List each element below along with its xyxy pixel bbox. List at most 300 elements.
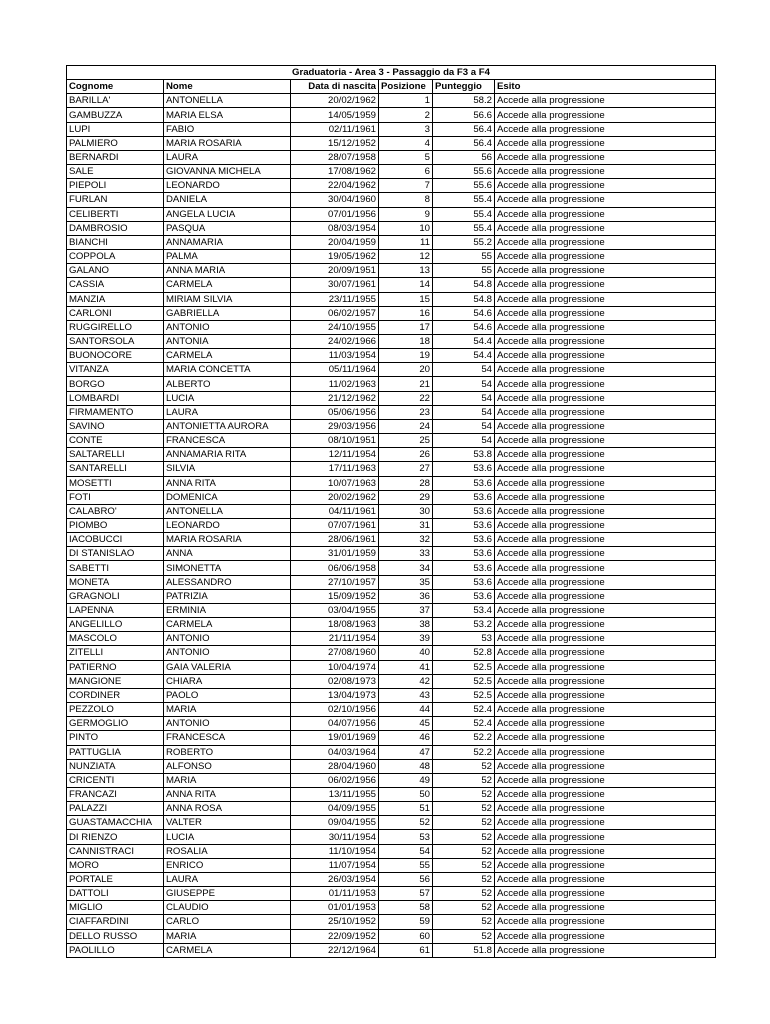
cell-posizione: 39 — [379, 632, 433, 646]
cell-esito: Accede alla progressione — [495, 94, 716, 108]
cell-posizione: 6 — [379, 165, 433, 179]
cell-cognome: VITANZA — [67, 363, 164, 377]
cell-nome: ENRICO — [164, 858, 291, 872]
table-row — [67, 179, 716, 193]
cell-data-di-nascita: 04/11/1961 — [291, 504, 379, 518]
cell-data-di-nascita: 21/12/1962 — [291, 391, 379, 405]
cell-posizione: 16 — [379, 306, 433, 320]
table-row — [67, 250, 716, 264]
cell-punteggio: 54 — [433, 434, 495, 448]
table-row — [67, 165, 716, 179]
cell-esito: Accede alla progressione — [495, 349, 716, 363]
cell-nome: ANNAMARIA — [164, 235, 291, 249]
table-row — [67, 434, 716, 448]
cell-cognome: SANTARELLI — [67, 462, 164, 476]
cell-nome: GIOVANNA MICHELA — [164, 165, 291, 179]
cell-posizione: 56 — [379, 872, 433, 886]
cell-posizione: 38 — [379, 618, 433, 632]
cell-nome: FABIO — [164, 122, 291, 136]
cell-punteggio: 52 — [433, 844, 495, 858]
cell-nome: DANIELA — [164, 193, 291, 207]
cell-data-di-nascita: 06/02/1956 — [291, 773, 379, 787]
cell-posizione: 4 — [379, 136, 433, 150]
cell-data-di-nascita: 18/08/1963 — [291, 618, 379, 632]
cell-nome: ANTONIETTA AURORA — [164, 419, 291, 433]
cell-punteggio: 52 — [433, 773, 495, 787]
cell-cognome: LOMBARDI — [67, 391, 164, 405]
cell-data-di-nascita: 07/07/1961 — [291, 519, 379, 533]
cell-punteggio: 53.6 — [433, 547, 495, 561]
table-row — [67, 660, 716, 674]
cell-nome: GAIA VALERIA — [164, 660, 291, 674]
cell-nome: CLAUDIO — [164, 901, 291, 915]
cell-cognome: PATIERNO — [67, 660, 164, 674]
cell-data-di-nascita: 04/09/1955 — [291, 802, 379, 816]
cell-posizione: 34 — [379, 561, 433, 575]
table-row — [67, 773, 716, 787]
cell-data-di-nascita: 25/10/1952 — [291, 915, 379, 929]
cell-cognome: MORO — [67, 858, 164, 872]
cell-posizione: 10 — [379, 221, 433, 235]
cell-esito: Accede alla progressione — [495, 561, 716, 575]
cell-data-di-nascita: 11/07/1954 — [291, 858, 379, 872]
cell-punteggio: 55.4 — [433, 193, 495, 207]
cell-cognome: DI RIENZO — [67, 830, 164, 844]
cell-cognome: DELLO RUSSO — [67, 929, 164, 943]
cell-esito: Accede alla progressione — [495, 264, 716, 278]
cell-esito: Accede alla progressione — [495, 193, 716, 207]
cell-data-di-nascita: 02/11/1961 — [291, 122, 379, 136]
cell-data-di-nascita: 30/11/1954 — [291, 830, 379, 844]
cell-esito: Accede alla progressione — [495, 519, 716, 533]
table-row — [67, 108, 716, 122]
cell-esito: Accede alla progressione — [495, 320, 716, 334]
cell-posizione: 1 — [379, 94, 433, 108]
cell-data-di-nascita: 30/07/1961 — [291, 278, 379, 292]
cell-punteggio: 53.6 — [433, 462, 495, 476]
document-title: Graduatoria - Area 3 - Passaggio da F3 a F4 — [67, 66, 716, 80]
ranking-table — [66, 65, 716, 958]
cell-esito: Accede alla progressione — [495, 448, 716, 462]
cell-cognome: FURLAN — [67, 193, 164, 207]
table-row — [67, 334, 716, 348]
cell-posizione: 42 — [379, 674, 433, 688]
cell-esito: Accede alla progressione — [495, 235, 716, 249]
table-row — [67, 193, 716, 207]
cell-cognome: SALE — [67, 165, 164, 179]
cell-cognome: FOTI — [67, 490, 164, 504]
table-row — [67, 844, 716, 858]
cell-nome: GIUSEPPE — [164, 887, 291, 901]
cell-nome: CHIARA — [164, 674, 291, 688]
cell-nome: LAURA — [164, 150, 291, 164]
table-row — [67, 632, 716, 646]
cell-punteggio: 53.6 — [433, 490, 495, 504]
cell-esito: Accede alla progressione — [495, 504, 716, 518]
cell-cognome: PORTALE — [67, 872, 164, 886]
cell-punteggio: 54.4 — [433, 349, 495, 363]
cell-posizione: 52 — [379, 816, 433, 830]
table-row — [67, 688, 716, 702]
cell-punteggio: 55.6 — [433, 165, 495, 179]
cell-cognome: BARILLA' — [67, 94, 164, 108]
cell-cognome: DAMBROSIO — [67, 221, 164, 235]
cell-data-di-nascita: 27/10/1957 — [291, 575, 379, 589]
cell-nome: ANTONELLA — [164, 504, 291, 518]
table-row — [67, 264, 716, 278]
cell-punteggio: 55.6 — [433, 179, 495, 193]
cell-posizione: 29 — [379, 490, 433, 504]
cell-data-di-nascita: 14/05/1959 — [291, 108, 379, 122]
cell-cognome: LUPI — [67, 122, 164, 136]
cell-cognome: SABETTI — [67, 561, 164, 575]
cell-nome: CARMELA — [164, 943, 291, 957]
cell-nome: LEONARDO — [164, 519, 291, 533]
cell-data-di-nascita: 02/10/1956 — [291, 703, 379, 717]
cell-esito: Accede alla progressione — [495, 136, 716, 150]
cell-punteggio: 54 — [433, 419, 495, 433]
header-data-di-nascita: Data di nascita — [291, 80, 379, 94]
cell-nome: LAURA — [164, 872, 291, 886]
table-row — [67, 915, 716, 929]
cell-cognome: GUASTAMACCHIA — [67, 816, 164, 830]
cell-punteggio: 53.2 — [433, 618, 495, 632]
table-row — [67, 519, 716, 533]
table-row — [67, 306, 716, 320]
cell-punteggio: 52 — [433, 802, 495, 816]
cell-cognome: FRANCAZI — [67, 787, 164, 801]
cell-punteggio: 52 — [433, 887, 495, 901]
cell-cognome: PIEPOLI — [67, 179, 164, 193]
cell-esito: Accede alla progressione — [495, 745, 716, 759]
ranking-document — [66, 65, 715, 958]
cell-data-di-nascita: 31/01/1959 — [291, 547, 379, 561]
cell-punteggio: 56.4 — [433, 122, 495, 136]
cell-data-di-nascita: 09/04/1955 — [291, 816, 379, 830]
title-row — [67, 66, 716, 80]
cell-esito: Accede alla progressione — [495, 858, 716, 872]
cell-data-di-nascita: 28/06/1961 — [291, 533, 379, 547]
cell-punteggio: 52.2 — [433, 731, 495, 745]
cell-cognome: GALANO — [67, 264, 164, 278]
cell-cognome: PATTUGLIA — [67, 745, 164, 759]
cell-data-di-nascita: 10/04/1974 — [291, 660, 379, 674]
cell-posizione: 24 — [379, 419, 433, 433]
table-row — [67, 122, 716, 136]
cell-cognome: SAVINO — [67, 419, 164, 433]
cell-cognome: PALMIERO — [67, 136, 164, 150]
cell-punteggio: 54.4 — [433, 334, 495, 348]
cell-data-di-nascita: 30/04/1960 — [291, 193, 379, 207]
cell-cognome: COPPOLA — [67, 250, 164, 264]
cell-nome: MIRIAM SILVIA — [164, 292, 291, 306]
cell-esito: Accede alla progressione — [495, 476, 716, 490]
cell-data-di-nascita: 10/07/1963 — [291, 476, 379, 490]
table-row — [67, 575, 716, 589]
cell-posizione: 27 — [379, 462, 433, 476]
cell-punteggio: 52.5 — [433, 674, 495, 688]
cell-data-di-nascita: 06/02/1957 — [291, 306, 379, 320]
cell-posizione: 44 — [379, 703, 433, 717]
cell-nome: ANNA MARIA — [164, 264, 291, 278]
cell-esito: Accede alla progressione — [495, 901, 716, 915]
cell-cognome: BIANCHI — [67, 235, 164, 249]
cell-cognome: BERNARDI — [67, 150, 164, 164]
cell-nome: SILVIA — [164, 462, 291, 476]
cell-esito: Accede alla progressione — [495, 377, 716, 391]
cell-esito: Accede alla progressione — [495, 165, 716, 179]
cell-posizione: 55 — [379, 858, 433, 872]
cell-cognome: PALAZZI — [67, 802, 164, 816]
cell-nome: ALESSANDRO — [164, 575, 291, 589]
cell-data-di-nascita: 19/01/1969 — [291, 731, 379, 745]
cell-posizione: 48 — [379, 759, 433, 773]
cell-posizione: 13 — [379, 264, 433, 278]
cell-cognome: DATTOLI — [67, 887, 164, 901]
cell-nome: PALMA — [164, 250, 291, 264]
cell-posizione: 43 — [379, 688, 433, 702]
cell-nome: DOMENICA — [164, 490, 291, 504]
cell-esito: Accede alla progressione — [495, 872, 716, 886]
cell-cognome: GERMOGLIO — [67, 717, 164, 731]
cell-posizione: 12 — [379, 250, 433, 264]
cell-posizione: 11 — [379, 235, 433, 249]
cell-nome: ANNA RITA — [164, 787, 291, 801]
cell-posizione: 30 — [379, 504, 433, 518]
cell-nome: ANNA — [164, 547, 291, 561]
cell-posizione: 7 — [379, 179, 433, 193]
cell-esito: Accede alla progressione — [495, 632, 716, 646]
cell-esito: Accede alla progressione — [495, 816, 716, 830]
cell-posizione: 47 — [379, 745, 433, 759]
cell-esito: Accede alla progressione — [495, 943, 716, 957]
cell-punteggio: 52 — [433, 787, 495, 801]
cell-cognome: GAMBUZZA — [67, 108, 164, 122]
cell-esito: Accede alla progressione — [495, 490, 716, 504]
cell-esito: Accede alla progressione — [495, 391, 716, 405]
cell-nome: ERMINIA — [164, 603, 291, 617]
cell-data-di-nascita: 27/08/1960 — [291, 646, 379, 660]
cell-posizione: 37 — [379, 603, 433, 617]
cell-posizione: 22 — [379, 391, 433, 405]
cell-cognome: GRAGNOLI — [67, 589, 164, 603]
table-row — [67, 830, 716, 844]
table-row — [67, 405, 716, 419]
cell-nome: LAURA — [164, 405, 291, 419]
table-row — [67, 391, 716, 405]
table-row — [67, 646, 716, 660]
cell-esito: Accede alla progressione — [495, 844, 716, 858]
cell-data-di-nascita: 07/01/1956 — [291, 207, 379, 221]
cell-posizione: 57 — [379, 887, 433, 901]
cell-posizione: 3 — [379, 122, 433, 136]
table-row — [67, 745, 716, 759]
cell-esito: Accede alla progressione — [495, 462, 716, 476]
cell-punteggio: 54 — [433, 377, 495, 391]
cell-esito: Accede alla progressione — [495, 603, 716, 617]
cell-posizione: 54 — [379, 844, 433, 858]
cell-nome: MARIA ELSA — [164, 108, 291, 122]
cell-data-di-nascita: 28/04/1960 — [291, 759, 379, 773]
cell-cognome: CORDINER — [67, 688, 164, 702]
cell-punteggio: 52 — [433, 915, 495, 929]
cell-punteggio: 52 — [433, 858, 495, 872]
cell-esito: Accede alla progressione — [495, 306, 716, 320]
cell-punteggio: 52 — [433, 901, 495, 915]
cell-data-di-nascita: 11/10/1954 — [291, 844, 379, 858]
cell-data-di-nascita: 20/02/1962 — [291, 94, 379, 108]
cell-esito: Accede alla progressione — [495, 405, 716, 419]
cell-nome: CARMELA — [164, 349, 291, 363]
cell-nome: ANTONIA — [164, 334, 291, 348]
cell-esito: Accede alla progressione — [495, 575, 716, 589]
cell-punteggio: 52.5 — [433, 688, 495, 702]
header-nome: Nome — [164, 80, 291, 94]
cell-punteggio: 52.4 — [433, 717, 495, 731]
cell-esito: Accede alla progressione — [495, 703, 716, 717]
cell-cognome: CONTE — [67, 434, 164, 448]
cell-punteggio: 55.4 — [433, 221, 495, 235]
cell-cognome: FIRMAMENTO — [67, 405, 164, 419]
table-row — [67, 561, 716, 575]
cell-cognome: MOSETTI — [67, 476, 164, 490]
cell-nome: MARIA — [164, 929, 291, 943]
cell-esito: Accede alla progressione — [495, 122, 716, 136]
table-row — [67, 731, 716, 745]
cell-nome: SIMONETTA — [164, 561, 291, 575]
cell-punteggio: 56 — [433, 150, 495, 164]
cell-posizione: 45 — [379, 717, 433, 731]
cell-esito: Accede alla progressione — [495, 334, 716, 348]
table-row — [67, 759, 716, 773]
cell-data-di-nascita: 08/03/1954 — [291, 221, 379, 235]
cell-cognome: LAPENNA — [67, 603, 164, 617]
cell-nome: ANTONELLA — [164, 94, 291, 108]
cell-posizione: 46 — [379, 731, 433, 745]
cell-punteggio: 55 — [433, 264, 495, 278]
cell-cognome: RUGGIRELLO — [67, 320, 164, 334]
cell-posizione: 28 — [379, 476, 433, 490]
cell-data-di-nascita: 20/09/1951 — [291, 264, 379, 278]
cell-nome: MARIA ROSARIA — [164, 533, 291, 547]
cell-cognome: BORGO — [67, 377, 164, 391]
cell-punteggio: 52 — [433, 816, 495, 830]
cell-nome: VALTER — [164, 816, 291, 830]
cell-posizione: 26 — [379, 448, 433, 462]
cell-nome: ALBERTO — [164, 377, 291, 391]
cell-punteggio: 52.8 — [433, 646, 495, 660]
cell-nome: CARLO — [164, 915, 291, 929]
cell-nome: ROSALIA — [164, 844, 291, 858]
cell-data-di-nascita: 29/03/1956 — [291, 419, 379, 433]
header-cognome: Cognome — [67, 80, 164, 94]
cell-nome: ANGELA LUCIA — [164, 207, 291, 221]
table-row — [67, 901, 716, 915]
cell-punteggio: 52 — [433, 759, 495, 773]
cell-posizione: 50 — [379, 787, 433, 801]
cell-data-di-nascita: 24/02/1966 — [291, 334, 379, 348]
cell-cognome: MANGIONE — [67, 674, 164, 688]
cell-data-di-nascita: 15/12/1952 — [291, 136, 379, 150]
table-row — [67, 448, 716, 462]
cell-posizione: 8 — [379, 193, 433, 207]
table-row — [67, 674, 716, 688]
table-row — [67, 533, 716, 547]
cell-esito: Accede alla progressione — [495, 150, 716, 164]
cell-posizione: 20 — [379, 363, 433, 377]
table-row — [67, 929, 716, 943]
table-row — [67, 136, 716, 150]
table-row — [67, 547, 716, 561]
cell-punteggio: 54 — [433, 363, 495, 377]
cell-posizione: 25 — [379, 434, 433, 448]
cell-data-di-nascita: 19/05/1962 — [291, 250, 379, 264]
cell-esito: Accede alla progressione — [495, 618, 716, 632]
cell-esito: Accede alla progressione — [495, 759, 716, 773]
table-row — [67, 278, 716, 292]
cell-data-di-nascita: 03/04/1955 — [291, 603, 379, 617]
cell-nome: FRANCESCA — [164, 731, 291, 745]
table-row — [67, 887, 716, 901]
cell-esito: Accede alla progressione — [495, 533, 716, 547]
table-row — [67, 221, 716, 235]
cell-posizione: 9 — [379, 207, 433, 221]
cell-punteggio: 54.8 — [433, 278, 495, 292]
cell-data-di-nascita: 20/04/1959 — [291, 235, 379, 249]
cell-cognome: NUNZIATA — [67, 759, 164, 773]
cell-cognome: MASCOLO — [67, 632, 164, 646]
header-esito: Esito — [495, 80, 716, 94]
cell-esito: Accede alla progressione — [495, 773, 716, 787]
cell-punteggio: 58.2 — [433, 94, 495, 108]
cell-punteggio: 55 — [433, 250, 495, 264]
cell-punteggio: 52.2 — [433, 745, 495, 759]
cell-nome: ANTONIO — [164, 632, 291, 646]
table-row — [67, 235, 716, 249]
cell-data-di-nascita: 01/01/1953 — [291, 901, 379, 915]
cell-posizione: 40 — [379, 646, 433, 660]
cell-nome: ALFONSO — [164, 759, 291, 773]
cell-posizione: 19 — [379, 349, 433, 363]
cell-esito: Accede alla progressione — [495, 221, 716, 235]
cell-posizione: 5 — [379, 150, 433, 164]
cell-punteggio: 51.8 — [433, 943, 495, 957]
cell-nome: ANTONIO — [164, 717, 291, 731]
table-row — [67, 802, 716, 816]
cell-nome: LUCIA — [164, 830, 291, 844]
cell-punteggio: 52 — [433, 830, 495, 844]
cell-cognome: CIAFFARDINI — [67, 915, 164, 929]
cell-data-di-nascita: 04/03/1964 — [291, 745, 379, 759]
cell-posizione: 2 — [379, 108, 433, 122]
cell-nome: MARIA CONCETTA — [164, 363, 291, 377]
cell-nome: FRANCESCA — [164, 434, 291, 448]
cell-punteggio: 54 — [433, 391, 495, 405]
cell-cognome: ZITELLI — [67, 646, 164, 660]
cell-esito: Accede alla progressione — [495, 674, 716, 688]
cell-posizione: 32 — [379, 533, 433, 547]
cell-data-di-nascita: 21/11/1954 — [291, 632, 379, 646]
cell-cognome: DI STANISLAO — [67, 547, 164, 561]
cell-punteggio: 53.6 — [433, 519, 495, 533]
cell-esito: Accede alla progressione — [495, 731, 716, 745]
cell-posizione: 15 — [379, 292, 433, 306]
cell-punteggio: 52 — [433, 872, 495, 886]
cell-nome: MARIA — [164, 703, 291, 717]
cell-data-di-nascita: 17/11/1963 — [291, 462, 379, 476]
cell-nome: MARIA — [164, 773, 291, 787]
cell-data-di-nascita: 11/02/1963 — [291, 377, 379, 391]
